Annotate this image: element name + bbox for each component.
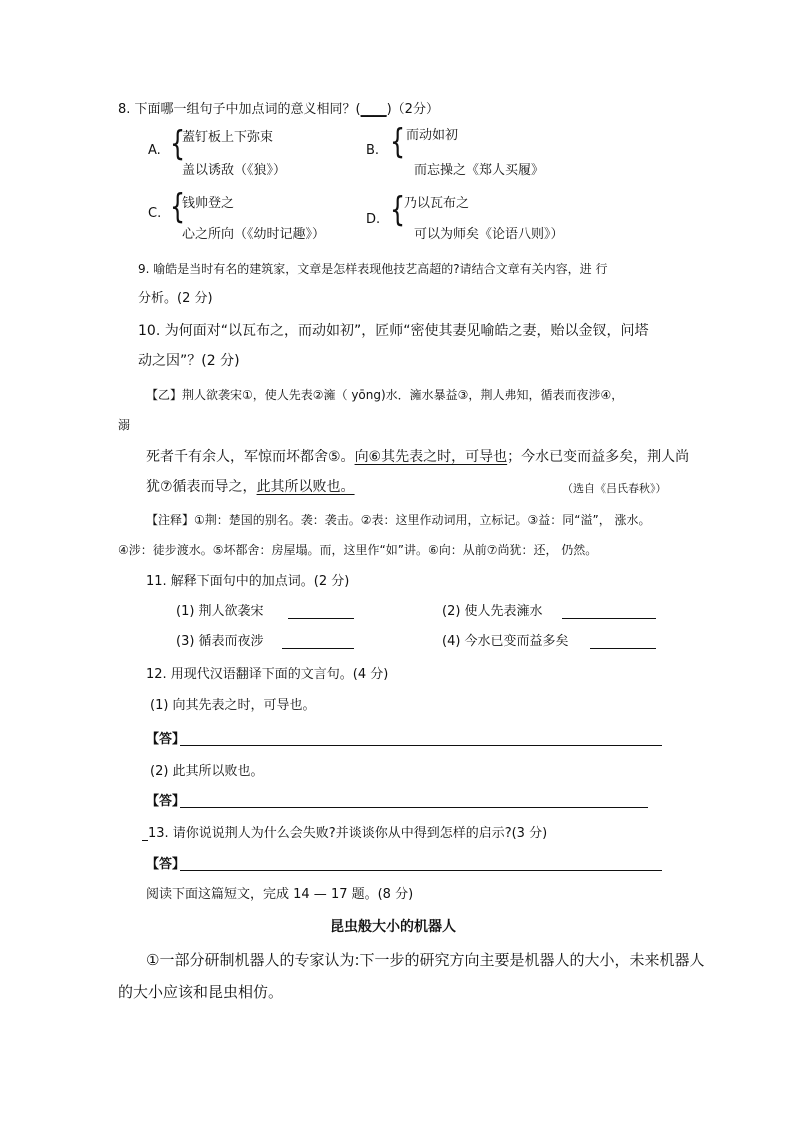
reading-p1-line1: ①一部分研制机器人的专家认为:下一步的研究方向主要是机器人的大小，未来机器人 (146, 951, 705, 969)
q11-item-4: (4) 今水已变而益多矣 (442, 634, 569, 649)
q12-answer-label-1: 【答】 (146, 732, 186, 747)
q8-option-c-line2: 心之所向（《幼时记趣》） (182, 227, 326, 242)
q11-item-1: (1) 荆人欲袭宋 (176, 604, 264, 619)
q13-stem: 13. 请你说说荆人为什么会失败?并谈谈你从中得到怎样的启示?(3 分) (148, 826, 548, 841)
reading-p1-line2: 的大小应该和昆虫相仿。 (118, 983, 284, 1001)
q12-stem: 12. 用现代汉语翻译下面的文言句。(4 分) (146, 667, 389, 682)
brace-icon: { (390, 122, 406, 162)
q8-stem-pre: 8. 下面哪一组句子中加点词的意义相同？( (118, 102, 361, 117)
q8-option-b-line1: 而动如初 (406, 128, 459, 143)
q11-answer-2[interactable] (562, 618, 656, 619)
q13-answer-label: 【答】 (146, 857, 186, 872)
passage-line2 (146, 448, 689, 466)
brace-icon: { (390, 190, 406, 230)
q8-option-d-line1: 乃以瓦布之 (404, 196, 470, 211)
notes-line2: ④涉：徒步渡水。⑤坏都舍：房屋塌。而，这里作“如”讲。⑥向：从前⑦尚犹：还， 仍然。 (118, 543, 598, 557)
q10-line1: 10. 为何面对“以瓦布之，而动如初”，匠师“密使其妻见喻皓之妻，贻以金钗，问塔 (138, 323, 649, 339)
q10-line2: 动之因”？(2 分) (138, 353, 240, 369)
q8-option-c-label: C. (148, 206, 162, 221)
brace-icon: { (170, 124, 186, 164)
passage-line2-underlined: 向⑥其先表之时，可导也 (354, 449, 508, 465)
q8-option-a-line1: 蓋钉板上下弥束 (182, 130, 274, 145)
q12-answer-label-2: 【答】 (146, 794, 186, 809)
reading-title: 昆虫般大小的机器人 (330, 919, 456, 935)
q11-answer-3[interactable] (282, 648, 354, 649)
q11-item-2: (2) 使人先表澭水 (442, 604, 543, 619)
q12-answer-2[interactable] (180, 807, 648, 808)
q8-option-a-label: A. (148, 143, 161, 158)
passage-line1: 【乙】荆人欲袭宋①，使人先表②澭（ yōng)水．澭水暴益③，荆人弗知，循表而夜涉④， (146, 388, 624, 402)
passage-line2-pre: 死者千有余人，军惊而坏都舍⑤。 (146, 449, 355, 465)
q12-answer-1[interactable] (180, 745, 662, 746)
q12-sentence-2: (2) 此其所以败也。 (150, 764, 264, 779)
q8-stem-post: )（2分） (386, 102, 439, 117)
q9-line2: 分析。(2 分) (138, 291, 213, 306)
passage-line3-pre: 犹⑦循表而导之， (146, 479, 257, 495)
passage-source: （选自《吕氏春秋》） (562, 482, 667, 495)
q11-item-3: (3) 循表而夜涉 (176, 634, 264, 649)
q13-answer[interactable] (180, 870, 662, 871)
q11-stem: 11. 解释下面句中的加点词。(2 分) (146, 574, 350, 589)
passage-line3-underlined: 此其所以败也。 (256, 479, 355, 495)
reading-intro: 阅读下面这篇短文，完成 14 — 17 题。(8 分) (146, 887, 414, 902)
q8-stem (118, 101, 439, 119)
q11-answer-1[interactable] (288, 618, 354, 619)
brace-icon: { (170, 187, 186, 227)
passage-line3 (146, 478, 355, 496)
q8-option-d-line2: 可以为师矣《论语八则》） (414, 227, 564, 242)
passage-line2-post: ；今水已变而益多矣，荆人尚 (507, 449, 690, 465)
q8-option-a-line2: 盖以诱敌（《狼》） (182, 163, 287, 178)
q8-option-b-label: B. (366, 143, 380, 158)
notes-line1: 【注释】①荆：楚国的别名。袭：袭击。②表：这里作动词用，立标记。③益：同“溢”， 涨水。 (146, 513, 651, 527)
q8-option-b-line2: 而忘操之《郑人买履》 (414, 163, 545, 178)
q11-answer-4[interactable] (590, 648, 656, 649)
q8-option-c-line1: 钱帅登之 (182, 196, 235, 211)
q8-answer-blank[interactable]: ____ (360, 102, 387, 117)
passage-line1b: 溺 (118, 418, 131, 432)
q9-line1: 9. 喻皓是当时有名的建筑家，文章是怎样表现他技艺高超的?请结合文章有关内容，进 行 (138, 262, 608, 276)
q12-sentence-1: (1) 向其先表之时，可导也。 (150, 698, 316, 713)
q8-option-d-label: D. (366, 212, 381, 227)
